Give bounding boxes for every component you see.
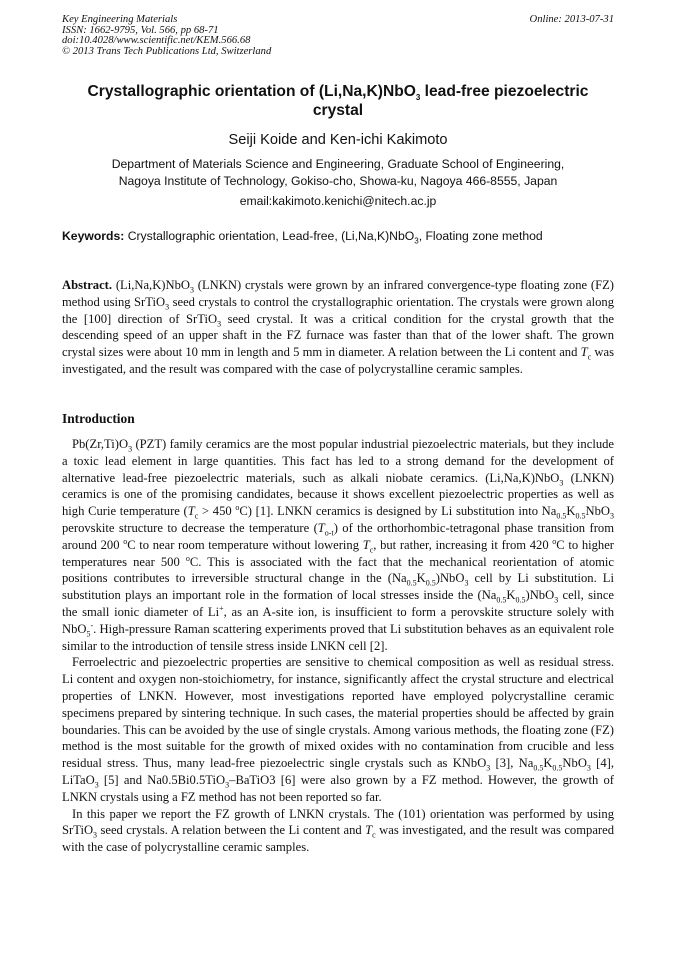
paragraph: $Pb(Zr,Ti)O_3$ (PZT) family ceramics are the most popular industrial piezoelectric materials, but they include a toxic lead element in large quantities. This fact has led to a strong demand for the development of alternative lead-free piezoelectric materials, such as alkali niobate ceramics. (Li,Na,K)NbO$_3$ (LNKN) ceramics is one of the promising candidates, because it shows excellent piezoelectric properties as well as high Curie temperature ($T_c > 450$ $^o$C) [1]. LNKN ceramics is designed by Li substitution into $Na_{0.5}K_{0.5}NbO_3$ perovskite structure to decrease the temperature $(T_{o-t})$ of the orthorhombic-tetragonal phase transition from around 200 $^o$C to near room temperature without lowering $T_c$, but rather, increasing it from 420 $^o$C to higher temperatures near 500 $^o$C. This is associated with the fact that the mechanical reorientation of atomic positions contributes to irreversible structural change in the $(Na_{0.5}K_{0.5})NbO_3$ cell by Li substitution. Li substitution plays an important role in the formation of local stresses inside the $(Na_{0.5}K_{0.5})NbO_3$ cell, since the small ionic diameter of Li+, as an A-site ion, is insufficient to form a perovskite structure solely with NbO$_5$-. High-pressure Raman scattering experiments proved that Li substitution behaves as an equivalent role similar to the introduction of tensile stress inside LNKN cell [2]. <box>62 437 615 653</box>
keywords <box>62 229 622 246</box>
abstract-text: seed crystal. It was a critical condition for the crystal growth that the descending speed of an upper shaft in the FZ furnace was faster than that of the lower shaft. The grown crystal sizes were about 10 mm in length and 5 mm in diameter. A relation between the Li content and <box>62 311 614 360</box>
title-text: Crystallographic orientation of (Li,Na,K)NbO <box>87 83 416 100</box>
affiliation-line: Nagoya Institute of Technology, Gokiso-cho, Showa-ku, Nagoya 466-8555, Japan <box>118 174 558 188</box>
doi-line: doi:10.4028/www.scientific.net/KEM.566.68 <box>62 35 251 47</box>
subscript: 3 <box>165 302 170 312</box>
abstract-text: was investigated, and the result was compared with the case of polycrystalline ceramic samples. <box>62 345 614 376</box>
keywords-label: Keywords: <box>62 229 125 243</box>
symbol-tc: T <box>580 345 588 360</box>
journal-name: Key Engineering Materials <box>62 14 178 25</box>
affiliation-line: Department of Materials Science and Engineering, Graduate School of Engineering, <box>111 157 565 171</box>
abstract <box>62 277 614 378</box>
abstract-label: Abstract. <box>62 278 113 292</box>
keywords-text: Crystallographic orientation, Lead-free, (Li,Na,K)NbO <box>124 229 415 243</box>
author-email: email:kakimoto.kenichi@nitech.ac.jp <box>239 194 437 208</box>
subscript: 3 <box>189 285 194 295</box>
author-list: Seiji Koide and Ken-ichi Kakimoto <box>228 132 448 148</box>
subscript: 3 <box>217 319 222 329</box>
introduction-body <box>62 436 614 856</box>
abstract-text: seed crystals to control the crystallographic orientation. The crystals were grown along the [100] direction of SrTiO <box>62 294 614 326</box>
title-subscript: 3 <box>415 93 421 103</box>
issn-line: ISSN: 1662-9795, Vol. 566, pp 68-71 <box>62 24 219 36</box>
title-text-end: lead-free piezoelectric crystal <box>312 83 589 119</box>
online-date: Online: 2013-07-31 <box>529 14 614 25</box>
keywords-text-end: , Floating zone method <box>418 229 543 243</box>
abstract-text: (LNKN) crystals were grown by an infrared convergence-type floating zone (FZ) method using SrTiO <box>62 278 614 309</box>
section-heading-introduction: Introduction <box>62 411 135 426</box>
subscript: c <box>587 352 592 362</box>
keywords-subscript: 3 <box>414 236 419 246</box>
copyright-line: © 2013 Trans Tech Publications Ltd, Switzerland <box>62 45 272 57</box>
paragraph: Ferroelectric and piezoelectric properties are sensitive to chemical composition as well as residual stress. Li content and oxygen non-stoichiometry, for instance, significantly affect the crystal structure and electrical properties of LNKN. However, most investigations reported have employed polycrystalline ceramic specimens prepared by sintering technique. In such cases, the material properties should be affected by grain boundaries. This can be avoided by the use of single crystals. Among various methods, the floating zone (FZ) method is the most suitable for the growth of mixed oxides with no contamination from crucible and less residual stress. Thus, many lead-free piezoelectric single crystals such as KNbO$_3$ [3], $Na_{0.5}K_{0.5}NbO_3$ [4], LiTaO$_3$ [5] and Na0.5Bi0.5TiO$_3$–BaTiO3 [6] were also grown by a FZ method. However, the growth of LNKN crystals using a FZ method has not been reported so far. <box>62 655 614 804</box>
abstract-text: (Li,Na,K)NbO <box>112 278 190 292</box>
journal-header <box>62 15 614 57</box>
paragraph: In this paper we report the FZ growth of LNKN crystals. The (101) orientation was performed by using SrTiO$_3$ seed crystals. A relation between the Li content and $T_c$ was investigated, and the result was compared with the case of polycrystalline ceramic samples. <box>62 806 614 855</box>
paper-title <box>62 82 614 120</box>
affiliation <box>62 156 614 190</box>
